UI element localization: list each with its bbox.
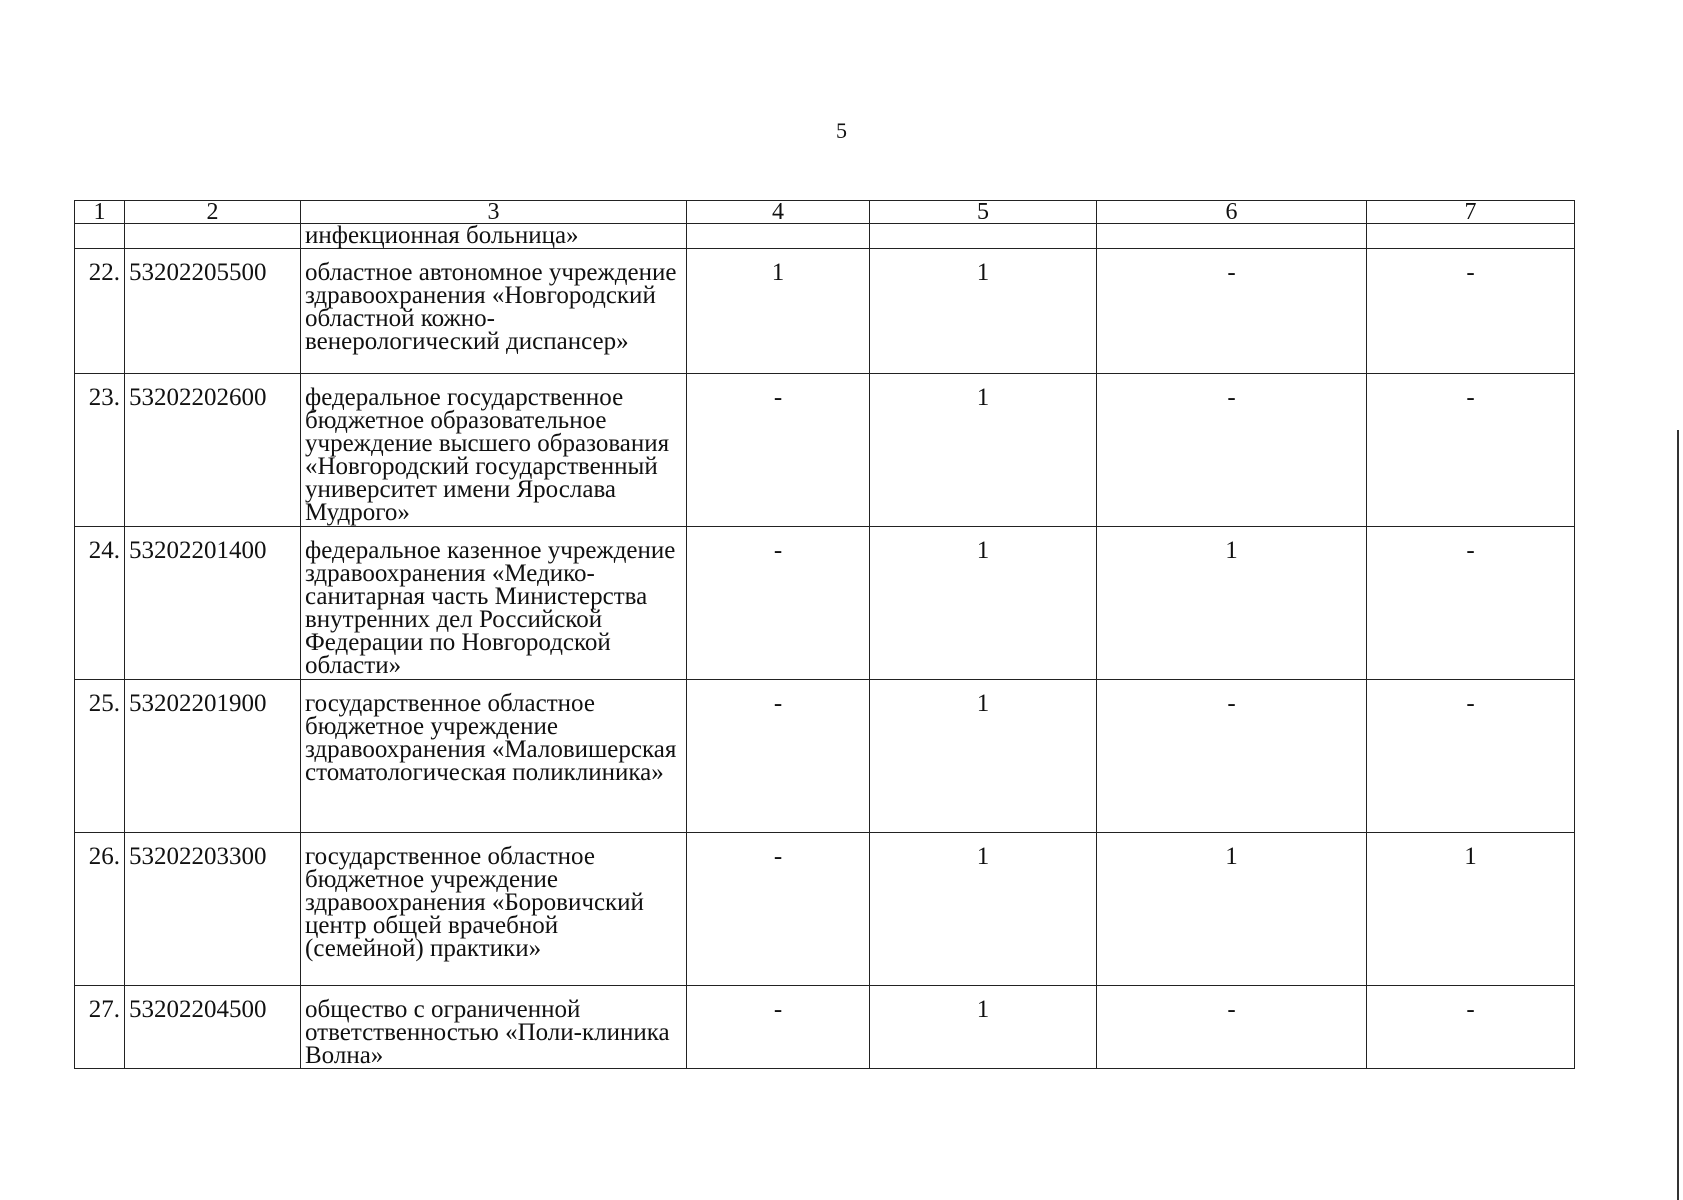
row-code-cell: 53202205500: [125, 249, 301, 374]
header-cell-4: 4: [687, 201, 870, 224]
row-col5-cell: [870, 224, 1097, 249]
row-col7-cell: -: [1367, 374, 1575, 527]
row-code-cell: 53202203300: [125, 833, 301, 986]
table-row: [75, 680, 1575, 833]
page-number: 5: [836, 118, 847, 143]
row-col5-cell: 1: [870, 249, 1097, 374]
header-cell-7: 7: [1367, 201, 1575, 224]
row-code-cell: 53202201900: [125, 680, 301, 833]
table-row: [75, 374, 1575, 527]
row-col7-cell: 1: [1367, 833, 1575, 986]
row-col4-cell: -: [687, 527, 870, 680]
row-col5-cell: 1: [870, 833, 1097, 986]
row-col6-cell: -: [1097, 986, 1367, 1069]
row-col6-cell: -: [1097, 249, 1367, 374]
header-cell-1: 1: [75, 201, 125, 224]
row-col4-cell: -: [687, 986, 870, 1069]
header-cell-6: 6: [1097, 201, 1367, 224]
row-name-cell: федеральное казенное учреждение здравоохранения «Медико-санитарная часть Министерства внутренних дел Российской Федерации по Новгородской области»: [301, 527, 687, 680]
table-row: [75, 986, 1575, 1069]
table-row: [75, 833, 1575, 986]
row-col6-cell: -: [1097, 374, 1367, 527]
row-name-cell: инфекционная больница»: [301, 224, 687, 249]
row-col6-cell: 1: [1097, 833, 1367, 986]
header-cell-5: 5: [870, 201, 1097, 224]
row-number-cell: 23.: [75, 374, 125, 527]
row-number-cell: 26.: [75, 833, 125, 986]
row-number-cell: 22.: [75, 249, 125, 374]
table-header-row: [75, 201, 1575, 224]
row-name-cell: общество с ограниченной ответственностью «Поли-клиника Волна»: [301, 986, 687, 1069]
row-col7-cell: -: [1367, 527, 1575, 680]
data-table: [74, 200, 1575, 1069]
row-name-cell: государственное областное бюджетное учреждение здравоохранения «Маловишерская стоматологическая поликлиника»: [301, 680, 687, 833]
table-row: [75, 527, 1575, 680]
row-code-cell: 53202202600: [125, 374, 301, 527]
row-col4-cell: -: [687, 680, 870, 833]
row-col7-cell: [1367, 224, 1575, 249]
row-name-cell: государственное областное бюджетное учреждение здравоохранения «Боровичский центр общей врачебной (семейной) практики»: [301, 833, 687, 986]
row-col6-cell: 1: [1097, 527, 1367, 680]
row-col4-cell: [687, 224, 870, 249]
table-row-continuation: [75, 224, 1575, 249]
row-code-cell: 53202204500: [125, 986, 301, 1069]
row-number-cell: 27.: [75, 986, 125, 1069]
row-col5-cell: 1: [870, 527, 1097, 680]
row-code-cell: 53202201400: [125, 527, 301, 680]
scan-edge-line: [1677, 430, 1679, 1200]
row-col5-cell: 1: [870, 680, 1097, 833]
row-col5-cell: 1: [870, 986, 1097, 1069]
row-code-cell: [125, 224, 301, 249]
row-col4-cell: -: [687, 833, 870, 986]
row-col4-cell: 1: [687, 249, 870, 374]
table-row: [75, 249, 1575, 374]
row-number-cell: [75, 224, 125, 249]
row-col5-cell: 1: [870, 374, 1097, 527]
row-col4-cell: -: [687, 374, 870, 527]
row-col7-cell: -: [1367, 680, 1575, 833]
row-name-cell: областное автономное учреждение здравоохранения «Новгородский областной кожно-венерологический диспансер»: [301, 249, 687, 374]
row-number-cell: 24.: [75, 527, 125, 680]
header-cell-3: 3: [301, 201, 687, 224]
row-name-cell: федеральное государственное бюджетное образовательное учреждение высшего образования «Новгородский государственный университет имени Ярослава Мудрого»: [301, 374, 687, 527]
row-col7-cell: -: [1367, 249, 1575, 374]
row-number-cell: 25.: [75, 680, 125, 833]
header-cell-2: 2: [125, 201, 301, 224]
row-col6-cell: -: [1097, 680, 1367, 833]
row-col6-cell: [1097, 224, 1367, 249]
row-col7-cell: -: [1367, 986, 1575, 1069]
